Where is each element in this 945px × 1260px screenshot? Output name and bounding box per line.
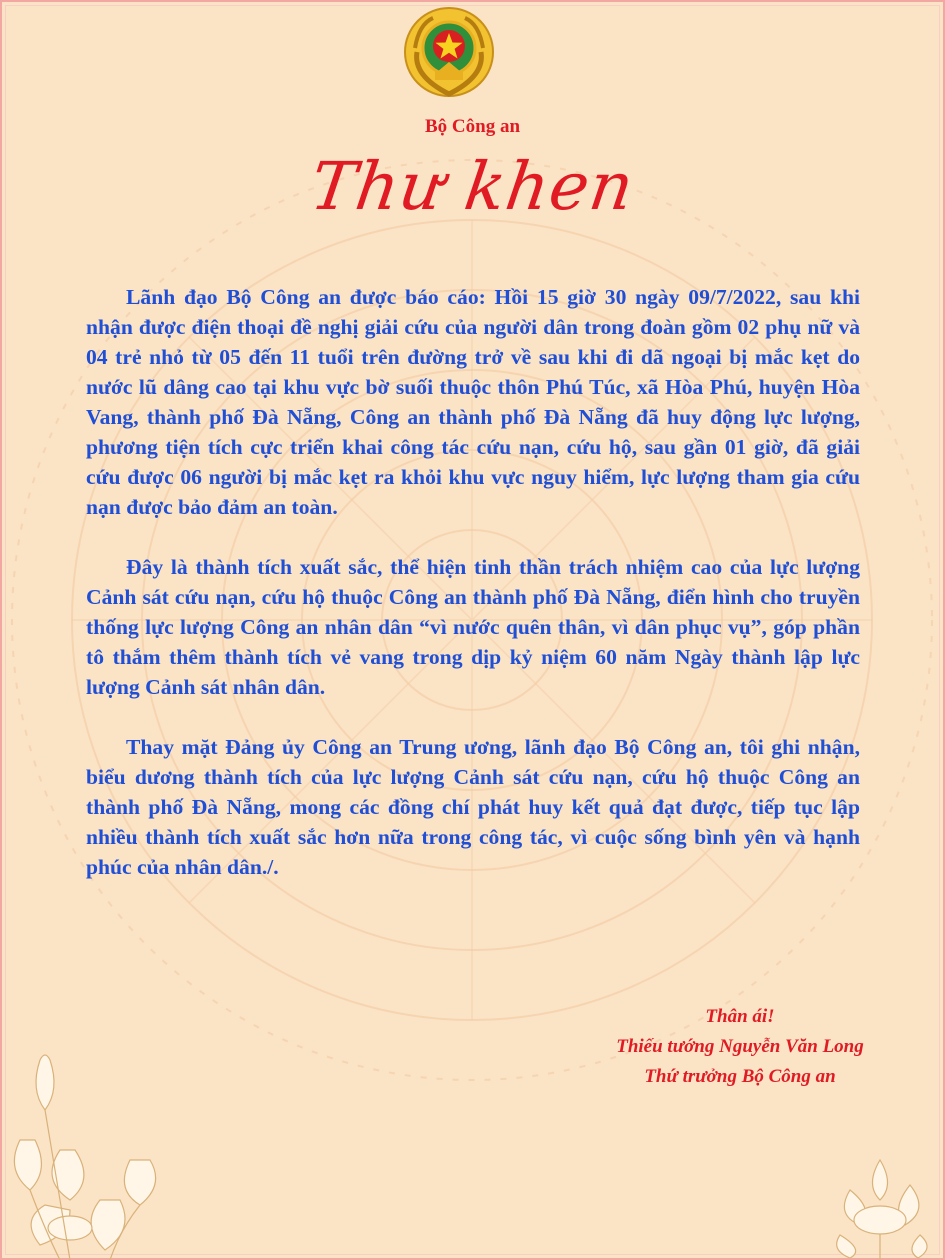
signature-name: Thiếu tướng Nguyễn Văn Long — [616, 1036, 864, 1057]
lotus-flower-icon — [0, 1030, 180, 1260]
signature-greeting: Thân ái! — [705, 1006, 775, 1027]
body-paragraph: Đây là thành tích xuất sắc, thể hiện tinh thần trách nhiệm cao của lực lượng Cảnh sát cứu nạn, cứu hộ thuộc Công an thành phố Đà Nẵng, điển hình cho truyền thống lực lượng Công an nhân dân “vì nước quên thân, vì dân phục vụ”, góp phần tô thắm thêm thành tích vẻ vang trong dịp kỷ niệm 60 năm Ngày thành lập lực lượng Cảnh sát nhân dân. — [86, 555, 860, 699]
signature-block — [560, 1002, 920, 1092]
letter-title: Thư khen — [306, 148, 639, 225]
body-paragraph: Thay mặt Đảng ủy Công an Trung ương, lãnh đạo Bộ Công an, tôi ghi nhận, biểu dương thành tích của lực lượng Cảnh sát cứu nạn, cứu hộ thuộc Công an thành phố Đà Nẵng, mong các đồng chí phát huy kết quả đạt được, tiếp tục lập nhiều thành tích xuất sắc hơn nữa trong công tác, vì cuộc sống bình yên và hạnh phúc của nhân dân./. — [86, 735, 860, 879]
police-emblem-icon — [403, 6, 495, 98]
body-paragraph: Lãnh đạo Bộ Công an được báo cáo: Hồi 15 giờ 30 ngày 09/7/2022, sau khi nhận được điện thoại đề nghị giải cứu của người dân trong đoàn gồm 02 phụ nữ và 04 trẻ nhỏ từ 05 đến 11 tuổi trên đường trở về sau khi đi dã ngoại bị mắc kẹt do nước lũ dâng cao tại khu vực bờ suối thuộc thôn Phú Túc, xã Hòa Phú, huyện Hòa Vang, thành phố Đà Nẵng, Công an thành phố Đà Nẵng đã huy động lực lượng, phương tiện tích cực triển khai công tác cứu nạn, cứu hộ, sau gần 01 giờ, đã giải cứu được 06 người bị mắc kẹt ra khỏi khu vực nguy hiểm, lực lượng tham gia cứu nạn được bảo đảm an toàn. — [86, 285, 860, 519]
lotus-flower-icon — [820, 1140, 945, 1260]
signature-position: Thứ trưởng Bộ Công an — [644, 1066, 836, 1087]
letter-body — [86, 282, 860, 912]
ministry-name: Bộ Công an — [424, 116, 521, 137]
